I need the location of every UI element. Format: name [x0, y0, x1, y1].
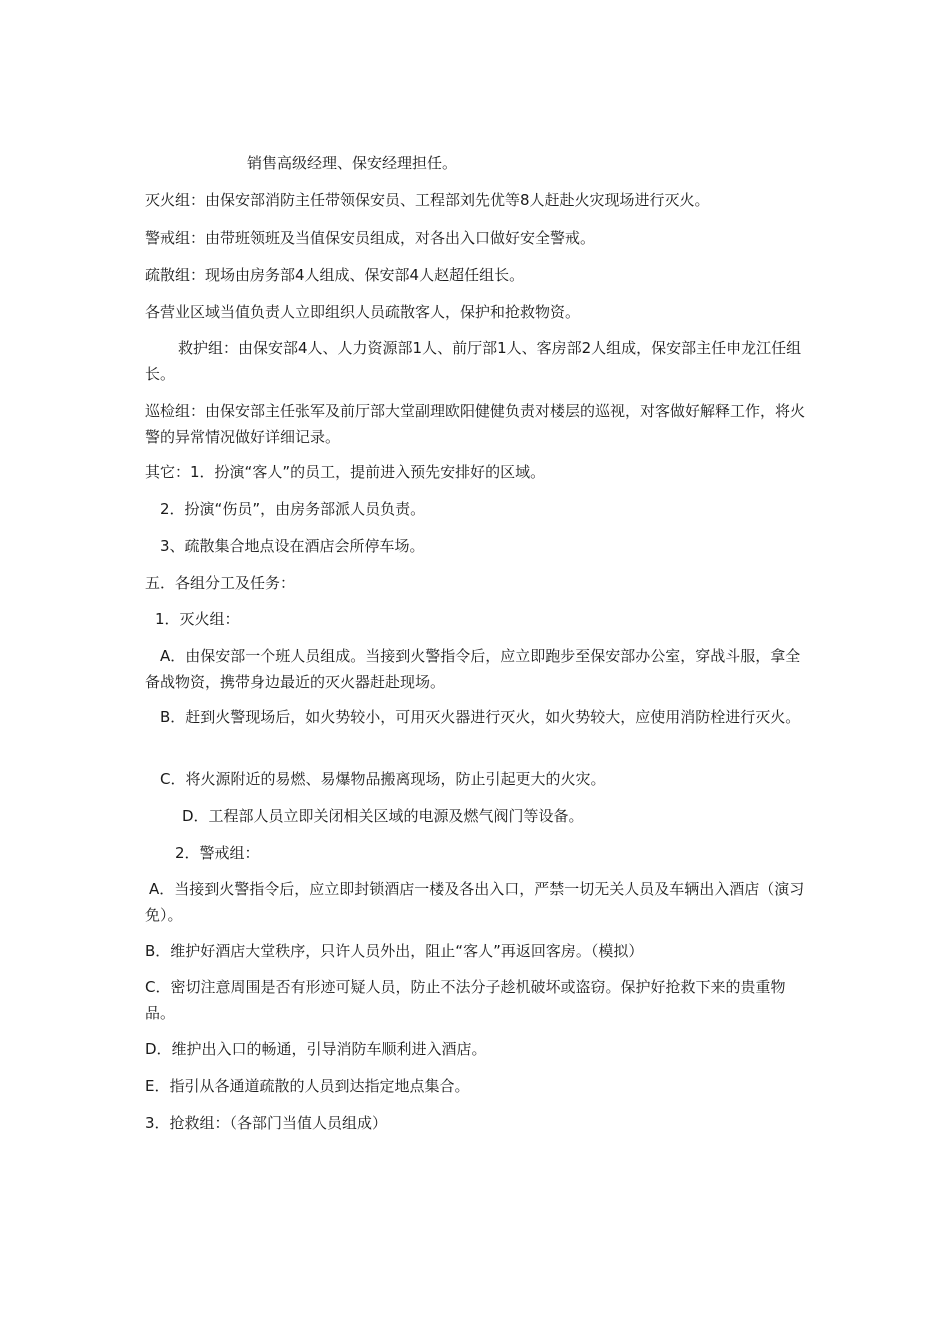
paragraph-fire-item-c: C．将火源附近的易燃、易爆物品搬离现场，防止引起更大的火灾。: [160, 770, 606, 788]
subheading-guard-group: 2．警戒组：: [175, 844, 260, 862]
paragraph-fire-item-b: B．赶到火警现场后，如火势较小，可用灭火器进行灭火，如火势较大，应使用消防栓进行灭火。: [160, 708, 801, 726]
paragraph-other: 其它：1．扮演“客人”的员工，提前进入预先安排好的区域。: [145, 463, 546, 481]
paragraph-guard-item-c: C．密切注意周围是否有形迹可疑人员，防止不法分子趁机破坏或盗窃。保护好抢救下来的贵重物品。: [145, 978, 786, 1022]
paragraph-guard-group: 警戒组：由带班领班及当值保安员组成，对各出入口做好安全警戒。: [145, 229, 596, 247]
paragraph-continuation: 销售高级经理、保安经理担任。: [247, 154, 458, 172]
paragraph-other-item-2: 2．扮演“伤员”，由房务部派人员负责。: [160, 500, 426, 518]
paragraph-rescue-group: 救护组：由保安部4人、人力资源部1人、前厅部1人、客房部2人组成，保安部主任申龙江任组长。: [145, 339, 802, 383]
paragraph-guard-item-b: B．维护好酒店大堂秩序，只许人员外出，阻止“客人”再返回客房。（模拟）: [145, 942, 644, 960]
subheading-rescue-group: 3．抢救组：（各部门当值人员组成）: [145, 1114, 388, 1132]
paragraph-evacuation-group: 疏散组：现场由房务部4人组成、保安部4人赵超任组长。: [145, 266, 525, 284]
paragraph-guard-item-d: D．维护出入口的畅通，引导消防车顺利进入酒店。: [145, 1040, 487, 1058]
subheading-fire-fighting-group: 1．灭火组：: [155, 610, 240, 628]
paragraph-fire-fighting-group: 灭火组：由保安部消防主任带领保安员、工程部刘先优等8人赶赴火灾现场进行灭火。: [145, 191, 710, 209]
paragraph-other-item-3: 3、疏散集合地点设在酒店会所停车场。: [160, 537, 425, 555]
paragraph-business-areas: 各营业区域当值负责人立即组织人员疏散客人，保护和抢救物资。: [145, 303, 581, 321]
paragraph-guard-item-e: E．指引从各通道疏散的人员到达指定地点集合。: [145, 1077, 470, 1095]
section-heading-five: 五．各组分工及任务：: [145, 574, 296, 592]
paragraph-guard-item-a: A．当接到火警指令后，应立即封锁酒店一楼及各出入口，严禁一切无关人员及车辆出入酒店（演习免）。: [145, 880, 805, 924]
paragraph-patrol-group: 巡检组：由保安部主任张军及前厅部大堂副理欧阳健健负责对楼层的巡视，对客做好解释工作，将火警的异常情况做好详细记录。: [145, 402, 806, 446]
paragraph-fire-item-d: D．工程部人员立即关闭相关区域的电源及燃气阀门等设备。: [182, 807, 584, 825]
paragraph-fire-item-a: A．由保安部一个班人员组成。当接到火警指令后，应立即跑步至保安部办公室，穿战斗服，拿全备战物资，携带身边最近的灭火器赶赴现场。: [145, 647, 801, 691]
